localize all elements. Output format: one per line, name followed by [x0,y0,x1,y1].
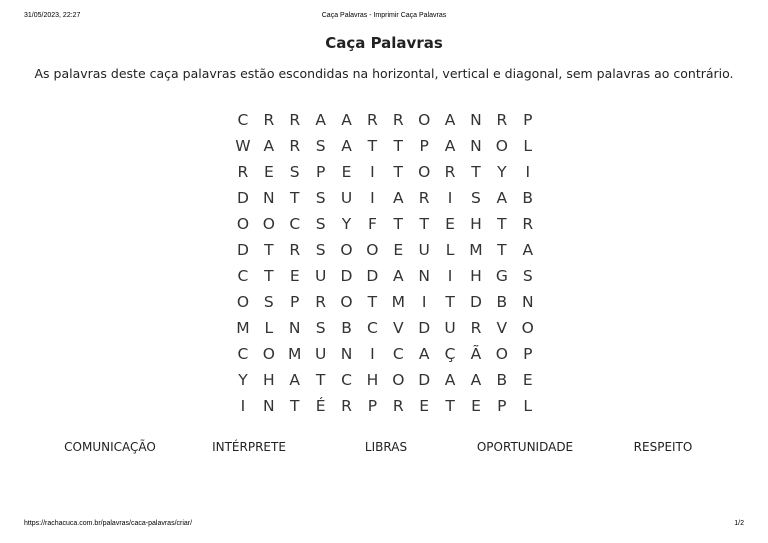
grid-cell: R [418,189,430,207]
grid-cell: E [419,397,430,415]
grid-cell: L [523,137,533,155]
word-list-item: COMUNICAÇÃO [64,440,156,454]
grid-cell: T [289,189,300,207]
grid-cell: C [341,371,352,389]
grid-cell: L [445,241,455,259]
grid-cell: O [418,163,431,181]
grid-cell: A [392,267,404,285]
grid-cell: S [315,319,326,337]
grid-cell: D [340,267,353,285]
grid-cell: D [236,241,249,259]
grid-cell: E [393,241,404,259]
grid-cell: D [236,189,249,207]
grid-cell: V [496,319,508,337]
grid-cell: U [444,319,456,337]
grid-cell: F [367,215,377,233]
grid-cell: A [392,189,404,207]
grid-cell: O [262,215,275,233]
grid-cell: O [392,371,405,389]
grid-cell: R [367,111,378,129]
grid-cell: N [521,293,534,311]
grid-cell: L [523,397,533,415]
grid-cell: R [289,241,301,259]
print-header [24,12,744,22]
grid-cell: M [236,319,250,337]
grid-cell: D [418,371,431,389]
word-search-grid [230,107,541,419]
grid-cell: E [522,371,533,389]
word-list-item: OPORTUNIDADE [476,440,574,454]
grid-cell: T [419,215,429,233]
grid-cell: P [523,111,533,129]
grid-cell: U [314,267,327,285]
grid-cell: Y [238,371,248,389]
grid-cell: S [289,163,300,181]
grid-cell: E [263,163,274,181]
grid-cell: T [445,397,455,415]
grid-cell: N [418,267,430,285]
grid-cell: Ã [470,345,482,363]
grid-cell: A [496,189,508,207]
grid-cell: P [315,163,326,181]
grid-cell: T [393,137,404,155]
grid-cell: R [392,111,404,129]
grid-cell: A [341,111,352,129]
grid-cell: N [470,111,482,129]
grid-cell: R [470,319,482,337]
grid-cell: T [289,397,300,415]
print-url: https://rachacuca.com.br/palavras/caca-palavras/criar/ [24,520,193,527]
grid-cell: R [237,163,249,181]
print-footer [24,520,744,530]
grid-cell: O [521,319,534,337]
grid-cell: R [522,215,534,233]
grid-cell: V [392,319,404,337]
grid-cell: N [263,397,275,415]
grid-cell: E [471,397,481,415]
grid-cell: T [367,293,378,311]
grid-cell: D [418,319,431,337]
grid-cell: A [315,111,326,129]
grid-cell: C [237,111,249,129]
grid-cell: A [522,241,534,259]
grid-cell: E [289,267,300,285]
grid-cell: S [471,189,481,207]
grid-cell: R [341,397,352,415]
grid-cell: O [495,345,508,363]
grid-cell: É [315,397,326,415]
grid-cell: U [340,189,353,207]
print-page-number: 1/2 [734,520,744,527]
grid-cell: S [315,137,326,155]
grid-cell: Y [341,215,352,233]
grid-cell: R [289,111,301,129]
grid-cell: C [366,319,378,337]
grid-cell: P [523,345,533,363]
grid-cell: C [237,267,249,285]
grid-cell: T [315,371,326,389]
grid-cell: C [289,215,301,233]
grid-cell: R [392,397,404,415]
grid-cell: O [495,137,508,155]
grid-cell: M [391,293,405,311]
grid-cell: O [262,345,275,363]
grid-cell: R [289,137,301,155]
grid-cell: H [470,267,482,285]
grid-cell: S [522,267,533,285]
grid-cell: Ç [444,345,456,363]
grid-cell: D [366,267,379,285]
grid-cell: T [393,215,404,233]
grid-cell: I [370,189,375,207]
grid-cell: O [340,241,353,259]
grid-cell: A [444,371,456,389]
grid-cell: S [315,215,326,233]
grid-cell: T [497,241,507,259]
grid-cell: P [367,397,378,415]
grid-cell: T [497,215,507,233]
grid-cell: B [341,319,352,337]
page-title: Caça Palavras [325,34,443,52]
grid-cell: I [447,189,453,207]
word-list-item: LIBRAS [364,440,408,454]
grid-cell: W [235,137,251,155]
grid-cell: C [237,345,249,363]
grid-cell: O [236,293,250,311]
grid-cell: T [264,241,274,259]
word-list [0,440,768,456]
grid-cell: I [447,267,453,285]
grid-cell: I [370,345,375,363]
grid-cell: O [236,215,250,233]
grid-cell: R [496,111,508,129]
grid-cell: A [289,371,301,389]
grid-cell: S [315,189,326,207]
grid-cell: I [370,163,375,181]
grid-cell: C [392,345,404,363]
grid-cell: T [445,293,455,311]
print-date: 31/05/2023, 22:27 [24,12,81,19]
grid-cell: P [419,137,429,155]
word-list-item: RESPEITO [633,440,693,454]
grid-cell: E [341,163,352,181]
grid-cell: B [496,371,508,389]
grid-cell: H [366,371,379,389]
grid-cell: O [366,241,379,259]
grid-cell: G [495,267,508,285]
grid-cell: P [497,397,507,415]
grid-cell: I [525,163,531,181]
grid-cell: R [444,163,456,181]
grid-cell: I [421,293,427,311]
grid-cell: N [288,319,301,337]
instructions-text: As palavras deste caça palavras estão escondidas na horizontal, vertical e diagonal, sem palavras ao contrário. [34,66,734,81]
grid-cell: U [418,241,430,259]
grid-cell: L [264,319,274,337]
grid-cell: R [263,111,275,129]
grid-cell: S [263,293,274,311]
grid-cell: E [445,215,455,233]
grid-cell: N [340,345,353,363]
grid-cell: A [418,345,430,363]
grid-cell: N [263,189,275,207]
grid-cell: A [470,371,482,389]
grid-cell: A [263,137,275,155]
grid-cell: N [470,137,482,155]
grid-cell: P [290,293,300,311]
grid-cell: O [418,111,431,129]
grid-cell: T [367,137,378,155]
grid-cell: O [340,293,353,311]
grid-cell: S [315,241,326,259]
print-doc-title: Caça Palavras - Imprimir Caça Palavras [321,12,447,19]
grid-cell: D [469,293,482,311]
grid-cell: U [314,345,327,363]
grid-cell: T [471,163,481,181]
grid-cell: R [315,293,326,311]
grid-cell: M [288,345,302,363]
grid-cell: B [522,189,534,207]
word-list-item: INTÉRPRETE [212,440,286,454]
grid-cell: A [444,137,456,155]
grid-cell: H [263,371,275,389]
grid-cell: A [444,111,456,129]
grid-cell: Y [497,163,507,181]
grid-cell: T [264,267,274,285]
grid-cell: M [469,241,483,259]
grid-cell: I [240,397,246,415]
grid-cell: B [496,293,508,311]
grid-cell: A [341,137,352,155]
grid-cell: H [470,215,482,233]
grid-cell: T [393,163,404,181]
